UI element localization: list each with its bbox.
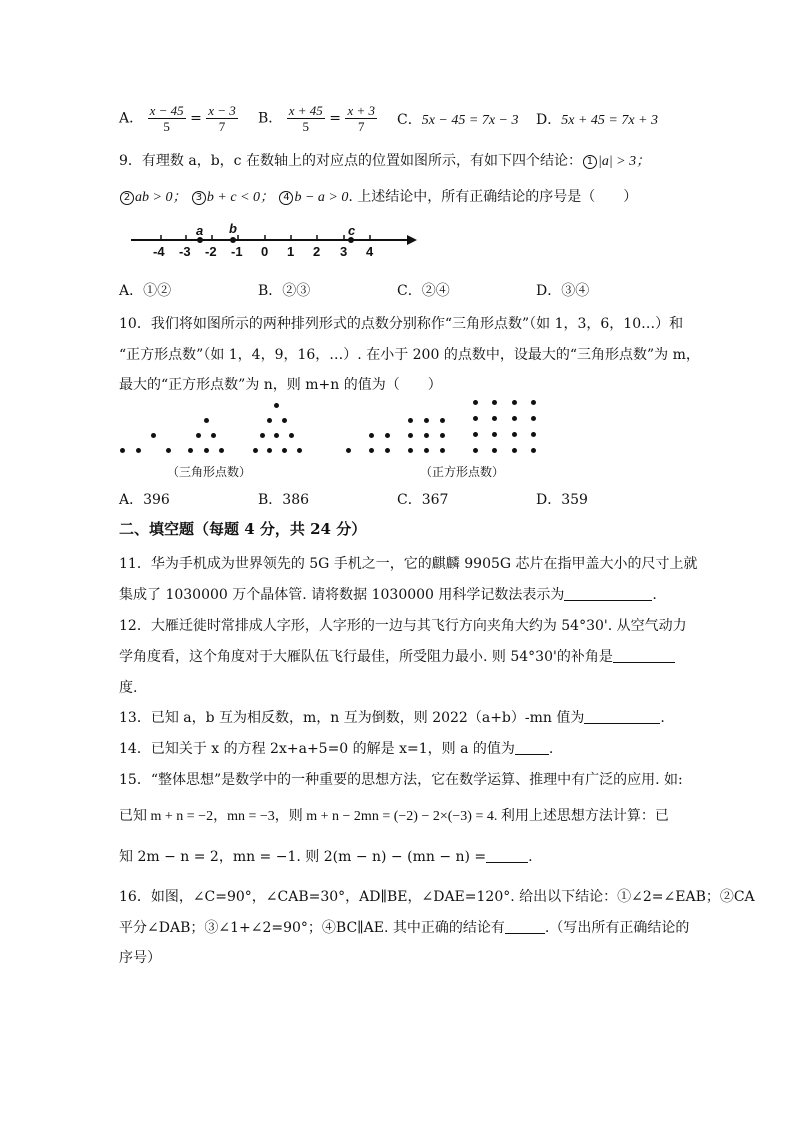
numline-point-b: b — [229, 221, 237, 236]
numline-tick-label: 3 — [340, 244, 348, 259]
q9-option-b: B．②③ — [258, 283, 311, 299]
q8-a-right-fraction: $\frac{x - 3}{7}$ — [208, 103, 236, 134]
numline-tick-label: 2 — [313, 244, 321, 259]
numline-point-a: a — [196, 223, 204, 238]
q12-line3: 度. — [119, 680, 138, 696]
q12-line2: 学角度看，这个角度对于大雁队伍飞行最佳，所受阻力最小. 则 54°30'的补角是 — [119, 646, 675, 666]
numline-tick-label: 1 — [287, 244, 295, 259]
q9-option-c: C．②④ — [397, 283, 450, 299]
q10-option-a: A．396 — [119, 492, 170, 508]
q12-answer-blank — [613, 650, 675, 663]
numline-tick-label: -3 — [179, 244, 191, 259]
square-dots-caption: （正方形点数） — [420, 465, 505, 479]
triangle-dots-caption: （三角形点数） — [167, 465, 252, 479]
q10-line1: 10．我们将如图所示的两种排列形式的点数分别称作“三角形点数”（如 1，3，6，10…）和 — [119, 316, 684, 332]
q16-line3: 序号） — [119, 950, 161, 966]
q13-line: 13．已知 a，b 互为相反数，m，n 互为倒数，则 2022（a+b）-mn 值为 . — [119, 710, 665, 726]
q15-line2: 已知 m + n = −2，mn = −3，则 m + n − 2mn = (−2) − 2×(−3) = 4. 利用上述思想方法计算：已 — [119, 809, 669, 824]
section-title: 二、填空题（每题 4 分，共 24 分） — [119, 520, 367, 538]
q11-line1: 11．华为手机成为世界领先的 5G 手机之一，它的麒麟 9905G 芯片在指甲盖大小的尺寸上就 — [119, 556, 698, 572]
q14-answer-blank — [515, 742, 549, 755]
q10-option-c: C．367 — [397, 492, 449, 508]
q10-line3: 最大的“正方形点数”为 n，则 m+n 的值为（ ） — [119, 377, 442, 393]
q16-line1: 16．如图，∠C=90°，∠CAB=30°，AD∥BE，∠DAE=120°. 给出以下结论：①∠2=∠EAB；②CA — [119, 889, 755, 905]
q9-line2: 2 ab > 0； 3 b + c < 0； 4 b − a > 0. 上述结论中，所有正确结论的序号是（ ） — [119, 186, 637, 206]
numline-tick-label: -2 — [205, 244, 217, 259]
q10-line2: “正方形点数”（如 1，4，9，16，…）. 在小于 200 的点数中，设最大的“三角形点数”为 m， — [119, 347, 700, 363]
q11-line2: 集成了 1030000 万个晶体管. 请将数据 1030000 用科学记数法表示为 . — [119, 587, 657, 603]
q15-answer-blank — [486, 850, 528, 863]
numline-tick-label: 0 — [261, 244, 269, 259]
q8-option-b: B． $\frac{x + 45}{5}$ = $\frac{x + 3}{7}$ — [258, 103, 375, 134]
q8-b-left-fraction: $\frac{x + 45}{5}$ — [288, 103, 323, 134]
q8-option-d: D．5x + 45 = 7x + 3 — [536, 112, 659, 128]
q14-line: 14．已知关于 x 的方程 2x+a+5=0 的解是 x=1，则 a 的值为 . — [119, 741, 554, 757]
q8-a-left-fraction: $\frac{x - 45}{5}$ — [149, 103, 184, 134]
q9-option-a: A．①② — [119, 283, 172, 299]
q16-line2: 平分∠DAB；③∠1+∠2=90°；④BC∥AE. 其中正确的结论有 .（写出所有正确结论的 — [119, 920, 690, 936]
q8-option-a: A． $\frac{x - 45}{5}$ = $\frac{x - 3}{7}$ — [119, 103, 236, 134]
numline-tick-label: -1 — [231, 244, 243, 259]
q10-option-b: B．386 — [258, 492, 310, 508]
numline-tick-label: 4 — [366, 244, 374, 259]
q8-option-c: C．5x − 45 = 7x − 3 — [397, 112, 519, 128]
q13-answer-blank — [584, 711, 660, 724]
q11-answer-blank — [564, 588, 652, 601]
q15-line3: 知 2m − n = 2，mn = −1. 则 2(m − n) − (mn − n) = . — [119, 849, 533, 865]
numline-tick-label: -4 — [153, 244, 165, 259]
q9-option-d: D．③④ — [536, 283, 590, 299]
q9-line1: 9．有理数 a，b，c 在数轴上的对应点的位置如图所示，有如下四个结论： 1 |a| > 3； — [119, 153, 651, 169]
q8-b-right-fraction: $\frac{x + 3}{7}$ — [347, 103, 375, 134]
q10-option-d: D．359 — [536, 492, 588, 508]
q15-line1: 15．“整体思想”是数学中的一种重要的思想方法，它在数学运算、推理中有广泛的应用. 如: — [119, 772, 683, 788]
q12-line1: 12．大雁迁徙时常排成人字形，人字形的一边与其飞行方向夹角大约为 54°30'. 从空气动力 — [119, 618, 687, 634]
numline-point-c: c — [348, 223, 356, 238]
q16-answer-blank — [505, 921, 545, 934]
q9-number-line — [125, 222, 425, 262]
